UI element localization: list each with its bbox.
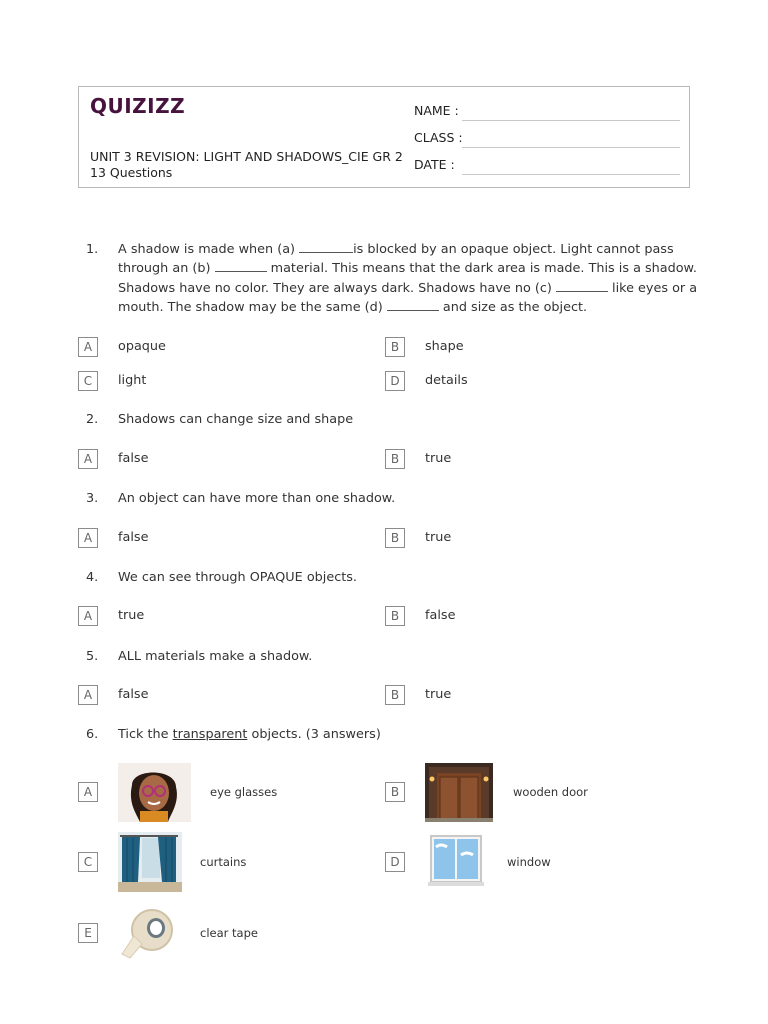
option-d-text: details — [425, 373, 468, 388]
option-a-text: eye glasses — [210, 785, 278, 799]
question-number: 5. — [86, 649, 99, 664]
date-label: DATE : — [414, 157, 455, 172]
question-number: 1. — [86, 242, 99, 257]
option-d-box[interactable]: D — [385, 371, 405, 391]
option-b-text: wooden door — [513, 785, 588, 799]
wooden-door-image — [425, 763, 493, 822]
option-c-box[interactable]: C — [78, 371, 98, 391]
option-c-box[interactable]: C — [78, 852, 98, 872]
blank-c — [556, 280, 608, 292]
question-text: Shadows can change size and shape — [118, 412, 354, 427]
option-b-box[interactable]: B — [385, 528, 405, 548]
option-a-text: false — [118, 451, 149, 466]
option-a-box[interactable]: A — [78, 337, 98, 357]
option-a-text: false — [118, 687, 149, 702]
quiz-title: UNIT 3 REVISION: LIGHT AND SHADOWS_CIE GR 2 — [90, 149, 403, 164]
option-e-box[interactable]: E — [78, 923, 98, 943]
quizizz-logo: QUIZIZZ — [90, 94, 186, 118]
option-a-box[interactable]: A — [78, 528, 98, 548]
option-b-box[interactable]: B — [385, 449, 405, 469]
option-a-box[interactable]: A — [78, 449, 98, 469]
question-text: ALL materials make a shadow. — [118, 649, 313, 664]
option-b-box[interactable]: B — [385, 685, 405, 705]
question-text: Tick the transparent objects. (3 answers) — [118, 727, 381, 742]
clear-tape-image — [118, 904, 180, 962]
option-b-box[interactable]: B — [385, 782, 405, 802]
option-a-text: false — [118, 530, 149, 545]
option-b-text: false — [425, 608, 456, 623]
question-text: We can see through OPAQUE objects. — [118, 570, 357, 585]
class-field[interactable] — [462, 147, 680, 148]
date-field[interactable] — [462, 174, 680, 175]
option-a-text: true — [118, 608, 145, 623]
option-d-box[interactable]: D — [385, 852, 405, 872]
name-label: NAME : — [414, 103, 459, 118]
curtains-image — [118, 832, 182, 892]
question-count: 13 Questions — [90, 165, 173, 180]
window-image — [425, 833, 487, 891]
class-label: CLASS : — [414, 130, 463, 145]
option-e-text: clear tape — [200, 926, 258, 940]
option-b-text: true — [425, 451, 452, 466]
option-d-text: window — [507, 855, 551, 869]
eye-glasses-image — [118, 763, 191, 822]
option-c-text: light — [118, 373, 147, 388]
question-number: 6. — [86, 727, 99, 742]
question-text: An object can have more than one shadow. — [118, 491, 396, 506]
question-number: 2. — [86, 412, 99, 427]
question-number: 4. — [86, 570, 99, 585]
option-a-box[interactable]: A — [78, 606, 98, 626]
underlined-word: transparent — [172, 727, 248, 742]
question-text: A shadow is made when (a) is blocked by an opaque object. Light cannot pass through an (b) material. This means that the dark area is made. This is a shadow. Shadows have no color. They are always dark. Shadows have no (c) like eyes or a mouth. The shadow may be the same (d) and size as the object. — [118, 242, 698, 316]
option-b-box[interactable]: B — [385, 606, 405, 626]
option-b-text: true — [425, 687, 452, 702]
option-b-text: true — [425, 530, 452, 545]
worksheet-header — [78, 86, 690, 188]
name-field[interactable] — [462, 120, 680, 121]
option-b-text: shape — [425, 339, 464, 354]
blank-b — [215, 260, 267, 272]
option-a-box[interactable]: A — [78, 685, 98, 705]
option-b-box[interactable]: B — [385, 337, 405, 357]
blank-a — [299, 241, 353, 253]
blank-d — [387, 299, 439, 311]
question-number: 3. — [86, 491, 99, 506]
option-c-text: curtains — [200, 855, 247, 869]
option-a-text: opaque — [118, 339, 166, 354]
option-a-box[interactable]: A — [78, 782, 98, 802]
